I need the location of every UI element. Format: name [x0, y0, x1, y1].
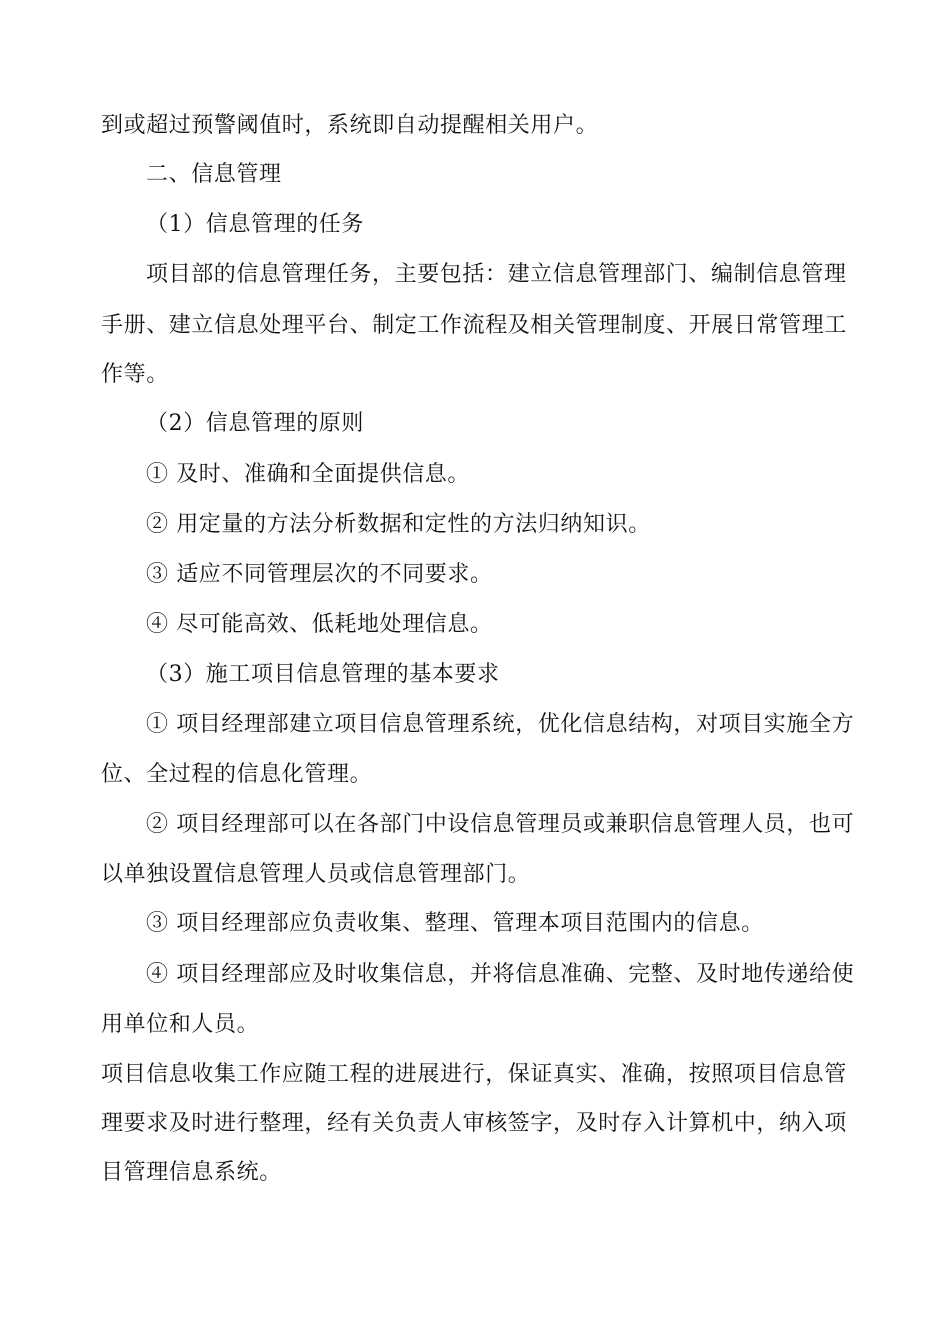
- list-item: ② 用定量的方法分析数据和定性的方法归纳知识。: [146, 512, 651, 537]
- subsection-heading: （3）施工项目信息管理的基本要求: [146, 662, 500, 687]
- paragraph-line: 作等。: [101, 362, 169, 387]
- subsection-heading: （1）信息管理的任务: [146, 212, 364, 237]
- paragraph-line: 到或超过预警阈值时，系统即自动提醒相关用户。: [101, 113, 599, 138]
- list-item: ① 及时、准确和全面提供信息。: [146, 462, 470, 487]
- list-item: ① 项目经理部建立项目信息管理系统，优化信息结构，对项目实施全方: [146, 712, 855, 737]
- paragraph-line: 手册、建立信息处理平台、制定工作流程及相关管理制度、开展日常管理工: [101, 313, 847, 338]
- paragraph-line: 项目信息收集工作应随工程的进展进行，保证真实、准确，按照项目信息管: [101, 1062, 847, 1087]
- paragraph-line: 目管理信息系统。: [101, 1160, 282, 1185]
- list-item: ② 项目经理部可以在各部门中设信息管理员或兼职信息管理人员，也可: [146, 812, 855, 837]
- list-item: ④ 尽可能高效、低耗地处理信息。: [146, 612, 493, 637]
- paragraph-line: 项目部的信息管理任务，主要包括：建立信息管理部门、编制信息管理: [146, 262, 847, 287]
- subsection-heading: （2）信息管理的原则: [146, 411, 364, 436]
- section-heading: 二、信息管理: [146, 162, 282, 187]
- list-item: ③ 适应不同管理层次的不同要求。: [146, 562, 493, 587]
- paragraph-line: 理要求及时进行整理，经有关负责人审核签字，及时存入计算机中，纳入项: [101, 1111, 847, 1136]
- list-item: ④ 项目经理部应及时收集信息，并将信息准确、完整、及时地传递给使: [146, 962, 855, 987]
- list-item-continuation: 以单独设置信息管理人员或信息管理部门。: [101, 862, 531, 887]
- list-item: ③ 项目经理部应负责收集、整理、管理本项目范围内的信息。: [146, 911, 764, 936]
- list-item-continuation: 用单位和人员。: [101, 1012, 260, 1037]
- list-item-continuation: 位、全过程的信息化管理。: [101, 762, 373, 787]
